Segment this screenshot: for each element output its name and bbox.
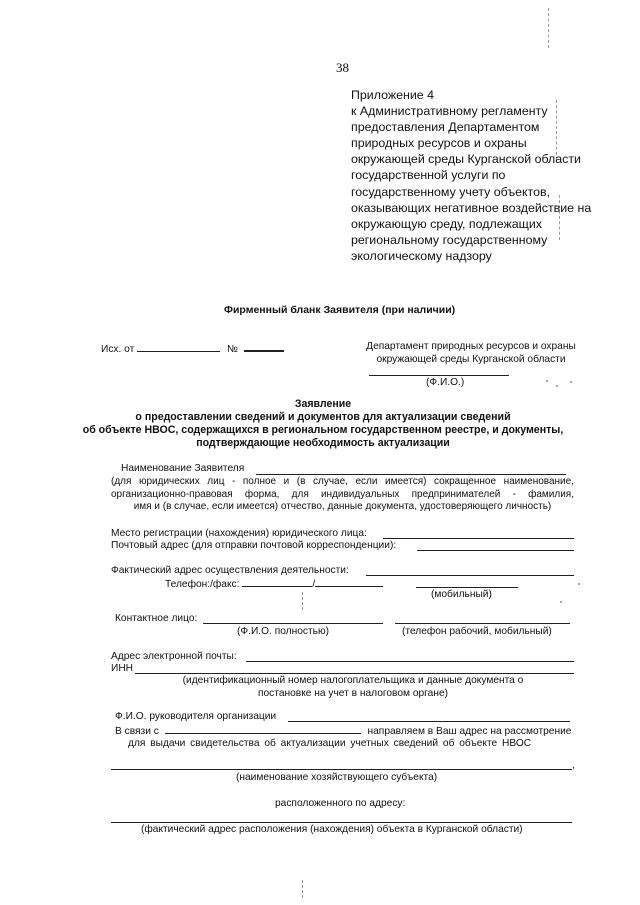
fax-field[interactable]	[315, 577, 383, 587]
inn-caption-line: (идентификационный номер налогоплательщика и данные документа о	[182, 675, 524, 686]
director-label: Ф.И.О. руководителя организации	[115, 711, 277, 722]
appendix-line: экологическому надзору	[351, 248, 492, 263]
applicant-note-line: имя и (в случае, если имеется) отчество, данные документа, удостоверяющего личность)	[133, 501, 552, 513]
statement-heading	[78, 398, 568, 450]
inn-field[interactable]	[135, 673, 574, 674]
actual-address-field[interactable]	[366, 575, 574, 576]
phone-label: Телефон:/факс:	[165, 579, 240, 590]
mobile-phone-caption: (мобильный)	[431, 589, 492, 600]
director-field[interactable]	[288, 721, 570, 722]
applicant-note	[111, 476, 574, 514]
object-address-field[interactable]	[111, 822, 572, 823]
letterhead-caption: Фирменный бланк Заявителя (при наличии)	[224, 304, 456, 316]
addressee-fio-caption: (Ф.И.О.)	[426, 377, 465, 388]
phone-row	[165, 577, 383, 592]
scan-artifact	[570, 381, 572, 383]
applicant-note-line: организационно-правовая форма, для индивидуальных предпринимателей - фамилия,	[111, 488, 574, 500]
statement-title: Заявление	[294, 398, 352, 410]
actual-address-label: Фактический адрес осуществления деятельности:	[111, 565, 349, 576]
statement-subtitle-line: о предоставлении сведений и документов для актуализации сведений	[135, 411, 511, 423]
applicant-note-line: (для юридических лиц - полное и (в случае, если имеется) сокращенное наименование,	[111, 476, 574, 487]
appendix-line: предоставления Департаментом	[351, 120, 540, 135]
outgoing-date-label: Исх. от	[101, 344, 135, 355]
applicant-name-field[interactable]	[256, 474, 566, 475]
postal-address-field[interactable]	[417, 550, 574, 551]
mobile-phone-field[interactable]	[416, 587, 518, 588]
email-field[interactable]	[246, 661, 574, 662]
outgoing-ref	[101, 341, 284, 357]
registration-address-label: Место регистрации (нахождения) юридического лица:	[111, 528, 367, 539]
entity-name-field[interactable]	[111, 769, 572, 770]
appendix-line: окружающей среды Курганской области	[351, 152, 581, 167]
addressee-line: окружающей среды Курганской области	[376, 353, 566, 365]
contact-phone-field[interactable]	[395, 623, 570, 624]
contact-fio-caption: (Ф.И.О. полностью)	[237, 626, 330, 637]
contact-person-label: Контактное лицо:	[115, 613, 198, 624]
applicant-name-label: Наименование Заявителя	[121, 463, 245, 474]
appendix-line: природных ресурсов и охраны	[351, 136, 527, 151]
scan-artifact	[560, 601, 562, 603]
appendix-title: Приложение 4	[351, 88, 435, 102]
addressee-block	[355, 341, 587, 367]
email-label: Адрес электронной почты:	[111, 651, 237, 662]
contact-phone-caption: (телефон рабочий, мобильный)	[402, 626, 552, 637]
phone-field[interactable]	[242, 577, 312, 587]
outgoing-date-field[interactable]	[137, 342, 220, 352]
inn-caption	[168, 675, 538, 701]
inn-caption-line: постановке на учет в налоговом органе)	[258, 687, 448, 699]
appendix-block	[351, 87, 591, 264]
addressee-line: Департамент природных ресурсов и охраны	[366, 341, 576, 352]
outgoing-number-label: №	[226, 344, 238, 355]
appendix-line: оказывающих негативное воздействие на	[351, 200, 592, 215]
statement-subtitle-line: об объекте НВОС, содержащихся в региональном государственном реестре, и документы,	[82, 424, 564, 436]
scan-artifact	[578, 583, 580, 585]
request-row	[115, 724, 571, 739]
appendix-line: государственному учету объектов,	[351, 184, 551, 199]
addressee-fio-field[interactable]	[369, 375, 509, 376]
appendix-line: окружающую среду, подлежащих	[351, 216, 542, 231]
scan-artifact	[546, 380, 548, 382]
request-reason-field[interactable]	[165, 724, 361, 734]
scan-artifact	[302, 592, 303, 610]
scan-artifact	[548, 8, 549, 48]
located-at-label: расположенного по адресу:	[275, 798, 406, 809]
appendix-line: региональному государственному	[351, 232, 548, 247]
page-number: 38	[336, 60, 349, 75]
scan-artifact	[302, 880, 303, 898]
postal-address-label: Почтовый адрес (для отправки почтовой корреспонденции):	[111, 540, 397, 551]
appendix-line: к Административному регламенту	[351, 104, 548, 119]
statement-subtitle-line: подтверждающие необходимость актуализации	[196, 437, 450, 449]
request-in-connection-label: В связи с	[115, 726, 159, 737]
scan-artifact	[556, 385, 558, 387]
registration-address-field[interactable]	[383, 538, 574, 539]
outgoing-number-field[interactable]	[244, 341, 284, 352]
appendix-line: государственной услуги по	[351, 168, 506, 183]
inn-label: ИНН	[111, 663, 134, 674]
entity-name-comma: ,	[572, 760, 575, 771]
request-purpose: для выдачи свидетельства об актуализации учетных сведений об объекте НВОС	[128, 738, 532, 749]
entity-name-caption: (наименование хозяйствующего субъекта)	[236, 772, 438, 783]
phone-separator: /	[312, 579, 316, 590]
request-direct-text: направляем в Ваш адрес на рассмотрение	[367, 726, 572, 737]
object-address-caption: (фактический адрес расположения (нахождения) объекта в Курганской области)	[141, 824, 523, 835]
contact-person-field[interactable]	[203, 623, 383, 624]
